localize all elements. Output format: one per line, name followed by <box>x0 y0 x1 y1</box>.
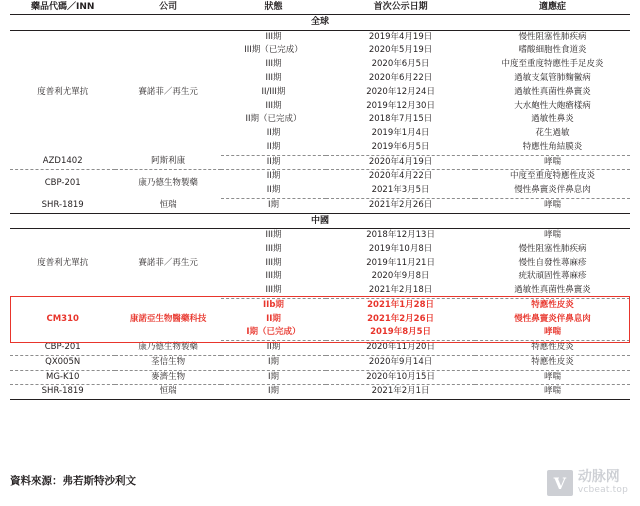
cell-first-disclosure-date: 2020年6月5日 <box>371 59 430 70</box>
table-row <box>10 341 630 356</box>
cell-indication: 哮喘 <box>543 229 561 240</box>
section-header-row <box>10 15 630 30</box>
table-header-row <box>10 0 630 15</box>
cell-first-disclosure-date: 2018年7月15日 <box>368 114 433 125</box>
cell-company: 賽諾菲／再生元 <box>138 87 198 97</box>
cell-drug-code: MG-K10 <box>10 370 115 385</box>
cell-status: II期 <box>266 313 281 324</box>
cell-first-disclosure-date: 2018年12月13日 <box>366 229 435 240</box>
cell-indication: 哮喘 <box>475 155 630 170</box>
cell-indication: 中度至重度特應性皮炎 <box>509 171 595 182</box>
cell-first-disclosure-date: 2021年2月1日 <box>326 385 475 400</box>
cell-status: II期 <box>266 171 281 182</box>
cell-indication: 過敏支氣管肺麴黴病 <box>514 72 591 83</box>
cell-status: III期 <box>265 59 282 70</box>
table-row <box>10 385 630 400</box>
cell-drug-code: SHR-1819 <box>10 385 115 400</box>
cell-first-disclosure-date: 2019年1月4日 <box>371 128 430 139</box>
section-title: 中國 <box>10 213 630 228</box>
cell-first-disclosure-date: 2019年4月19日 <box>368 31 433 42</box>
cell-first-disclosure-date: 2020年9月14日 <box>326 355 475 370</box>
cell-first-disclosure-date: 2020年11月20日 <box>326 341 475 356</box>
cell-drug-code: QX005N <box>10 355 115 370</box>
table-row <box>10 155 630 170</box>
watermark <box>547 470 628 496</box>
table-row <box>10 298 630 312</box>
cell-company: 阿斯利康 <box>115 155 220 170</box>
col-header-company: 公司 <box>115 0 220 15</box>
pipeline-table <box>10 0 630 400</box>
cell-first-disclosure-date: 2021年2月18日 <box>326 284 475 298</box>
watermark-en: vcbeat.top <box>577 484 628 495</box>
cell-first-disclosure-date: 2020年4月22日 <box>368 171 433 182</box>
cell-first-disclosure-date: 2021年1月28日 <box>367 299 435 310</box>
cell-company: 恒瑞 <box>115 198 220 213</box>
cell-first-disclosure-date: 2019年10月8日 <box>368 243 433 254</box>
cell-status: II期（已完成） <box>245 114 302 125</box>
table-row <box>10 228 630 242</box>
cell-first-disclosure-date: 2019年11月21日 <box>366 257 435 268</box>
cell-status: III期 <box>265 31 282 42</box>
source-note: 資料來源：弗若斯特沙利文 <box>10 475 136 487</box>
cell-status: I期 <box>221 385 326 400</box>
cell-company: 康乃德生物製藥 <box>115 341 220 356</box>
cell-drug-code: SHR-1819 <box>10 198 115 213</box>
cell-indication: 特應性角結膜炎 <box>475 141 630 155</box>
cell-indication: 慢性阻塞性肺疾病 <box>518 243 587 254</box>
cell-status: II期 <box>266 128 281 139</box>
cell-indication: 花生過敏 <box>535 128 570 139</box>
cell-status: III期 <box>265 100 282 111</box>
cell-indication: 過敏性真菌性鼻竇炎 <box>475 284 630 298</box>
cell-indication: 哮喘 <box>475 198 630 213</box>
cell-first-disclosure-date: 2021年2月26日 <box>326 198 475 213</box>
cell-indication: 過敏性鼻炎 <box>531 114 574 125</box>
cell-status: III期 <box>265 243 282 254</box>
col-header-indication: 適應症 <box>475 0 630 15</box>
cell-status: III期 <box>265 72 282 83</box>
cell-status: I期 <box>221 355 326 370</box>
col-header-date: 首次公示日期 <box>326 0 475 15</box>
cell-indication: 哮喘 <box>475 385 630 400</box>
cell-status: III期 <box>265 271 282 282</box>
section-header-row <box>10 213 630 228</box>
cell-first-disclosure-date: 2020年4月19日 <box>326 155 475 170</box>
cell-first-disclosure-date: 2020年6月22日 <box>368 72 433 83</box>
cell-company: 賽諾菲／再生元 <box>138 257 198 268</box>
cell-status: I期（已完成） <box>221 326 326 340</box>
table-row <box>10 198 630 213</box>
cell-first-disclosure-date: 2019年12月30日 <box>366 100 435 111</box>
cell-company: 恒瑞 <box>115 385 220 400</box>
cell-status: II期 <box>221 141 326 155</box>
section-title: 全球 <box>10 15 630 30</box>
cell-first-disclosure-date: 2020年12月24日 <box>366 86 435 97</box>
cell-company: 麥濟生物 <box>115 370 220 385</box>
cell-status: I期 <box>221 198 326 213</box>
cell-first-disclosure-date: 2019年8月5日 <box>326 326 475 340</box>
cell-drug-code: CBP-201 <box>44 178 81 189</box>
cell-first-disclosure-date: 2021年3月5日 <box>326 184 475 198</box>
cell-status: III期 <box>265 229 282 240</box>
cell-status: II期 <box>221 184 326 198</box>
table-row <box>10 30 630 44</box>
cell-indication: 慢性鼻竇炎伴鼻息肉 <box>514 313 591 324</box>
watermark-text <box>578 470 628 495</box>
cell-drug-code: 度普利尤單抗 <box>37 87 89 97</box>
table-body <box>10 15 630 400</box>
cell-indication: 特應性皮炎 <box>475 341 630 356</box>
cell-status: II期 <box>221 341 326 356</box>
cell-drug-code: CM310 <box>46 313 79 324</box>
table-row <box>10 170 630 184</box>
cell-indication: 特應性皮炎 <box>475 355 630 370</box>
cell-status: II期 <box>221 155 326 170</box>
cell-indication: 疣狀頑固性蕁麻疹 <box>518 271 587 282</box>
cell-status: II/III期 <box>261 86 286 97</box>
cell-indication: 哮喘 <box>475 370 630 385</box>
cell-status: I期 <box>221 370 326 385</box>
cell-indication: 過敏性真菌性鼻竇炎 <box>514 86 591 97</box>
cell-indication: 特應性皮炎 <box>531 299 574 310</box>
watermark-logo: V <box>547 470 573 496</box>
cell-status: IIb期 <box>263 299 284 310</box>
col-header-status: 狀態 <box>221 0 326 15</box>
table-row <box>10 355 630 370</box>
cell-company: 康乃德生物製藥 <box>138 178 198 189</box>
cell-indication: 中度至重度特應性手足皮炎 <box>501 59 604 70</box>
cell-first-disclosure-date: 2020年5月19日 <box>368 45 433 56</box>
table-row <box>10 370 630 385</box>
cell-indication: 嗜酸細胞性食道炎 <box>518 45 587 56</box>
cell-indication: 慢性自發性蕁麻疹 <box>518 257 587 268</box>
cell-indication: 大水皰性大皰瘡樣病 <box>514 100 591 111</box>
col-header-drug: 藥品代碼／INN <box>10 0 115 15</box>
cell-status: III期（已完成） <box>244 45 303 56</box>
cell-first-disclosure-date: 2020年10月15日 <box>326 370 475 385</box>
cell-company: 康諾亞生物醫藥科技 <box>129 313 207 324</box>
cell-indication: 慢性阻塞性肺疾病 <box>518 31 587 42</box>
cell-status: III期 <box>221 284 326 298</box>
cell-first-disclosure-date: 2020年9月8日 <box>371 271 430 282</box>
watermark-cn: 动脉网 <box>577 469 620 486</box>
cell-drug-code: 度普利尤單抗 <box>37 257 89 268</box>
table-head <box>10 0 630 15</box>
cell-indication: 哮喘 <box>475 326 630 340</box>
cell-first-disclosure-date: 2021年2月26日 <box>367 313 435 324</box>
cell-drug-code: AZD1402 <box>10 155 115 170</box>
cell-drug-code: CBP-201 <box>10 341 115 356</box>
cell-company: 荃信生物 <box>115 355 220 370</box>
cell-status: III期 <box>265 257 282 268</box>
cell-first-disclosure-date: 2019年6月5日 <box>326 141 475 155</box>
cell-indication: 慢性鼻竇炎伴鼻息肉 <box>475 184 630 198</box>
